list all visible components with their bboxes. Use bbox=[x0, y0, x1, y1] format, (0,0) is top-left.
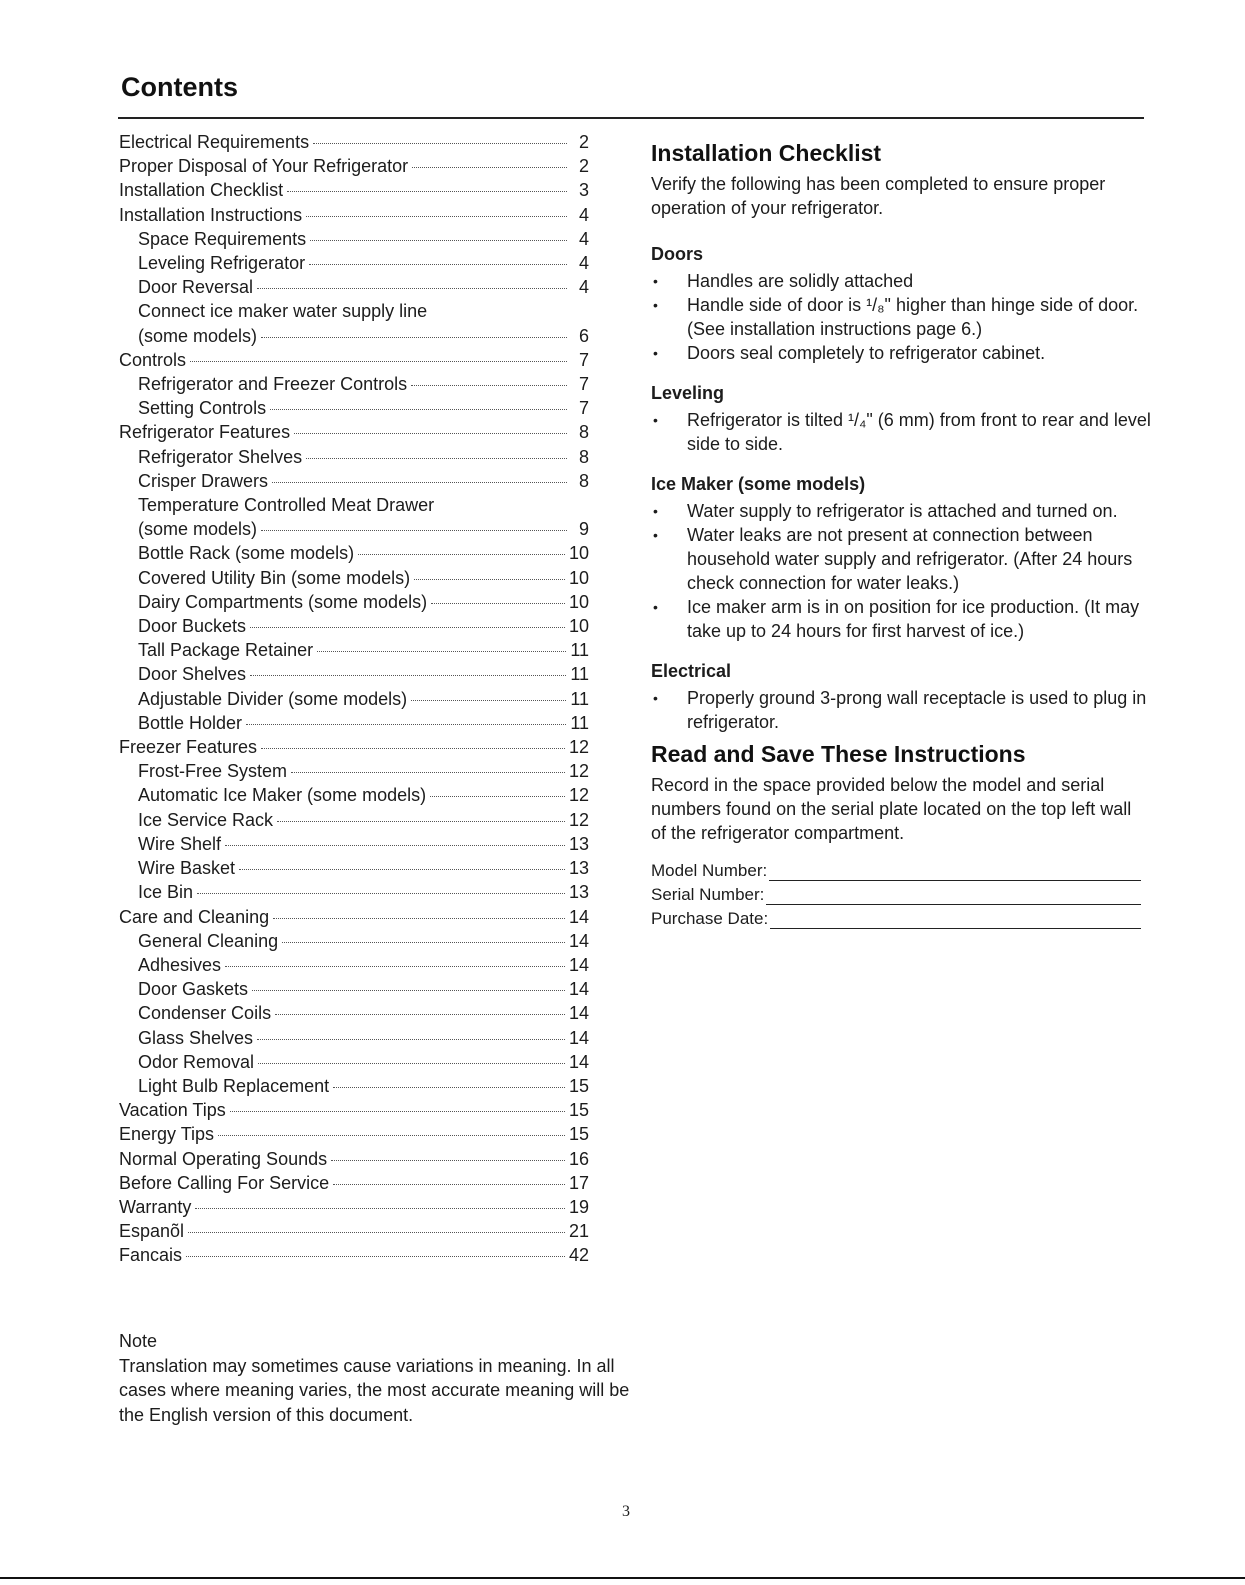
bullet-dot-icon: • bbox=[653, 297, 658, 313]
toc-entry-page: 3 bbox=[578, 180, 589, 201]
toc-entry bbox=[119, 372, 589, 396]
record-field bbox=[651, 905, 1141, 929]
dot-leader bbox=[282, 942, 565, 943]
bullet-dot-icon: • bbox=[653, 503, 658, 519]
toc-entry bbox=[119, 275, 589, 299]
record-fields bbox=[651, 857, 1141, 929]
toc-entry bbox=[119, 880, 589, 904]
dot-leader bbox=[412, 167, 567, 168]
toc-entry-page: 14 bbox=[568, 954, 589, 975]
bullet-dot-icon: • bbox=[653, 690, 658, 706]
toc-entry-label: Door Reversal bbox=[138, 277, 254, 298]
checklist-intro: Verify the following has been completed to ensure proper operation of your refrigerator. bbox=[651, 174, 1106, 218]
toc-entry-page: 13 bbox=[568, 858, 589, 879]
dot-leader bbox=[414, 579, 565, 580]
dot-leader bbox=[261, 748, 565, 749]
toc-entry-label: General Cleaning bbox=[138, 930, 279, 951]
toc-entry-page: 11 bbox=[570, 640, 589, 661]
checklist-section-heading: Ice Maker (some models) bbox=[651, 474, 866, 494]
dot-leader bbox=[275, 1014, 565, 1015]
toc-entry-label: Door Gaskets bbox=[138, 979, 249, 1000]
toc-entry-label: Installation Instructions bbox=[119, 204, 303, 225]
table-of-contents bbox=[119, 130, 589, 1268]
dot-leader bbox=[261, 530, 567, 531]
toc-entry-page: 14 bbox=[568, 1003, 589, 1024]
checklist-item bbox=[651, 341, 1151, 365]
dot-leader bbox=[261, 337, 567, 338]
checklist-item-text: Refrigerator is tilted ¹/₄" (6 mm) from front to rear and level side to side. bbox=[687, 410, 1151, 454]
toc-entry-page: 7 bbox=[578, 398, 589, 419]
dot-leader bbox=[291, 772, 565, 773]
toc-entry bbox=[119, 493, 589, 517]
toc-entry-label: Covered Utility Bin (some models) bbox=[138, 567, 411, 588]
toc-entry bbox=[119, 324, 589, 348]
record-field bbox=[651, 881, 1141, 905]
toc-entry bbox=[119, 614, 589, 638]
translation-note bbox=[119, 1329, 639, 1427]
toc-entry-page: 16 bbox=[568, 1148, 589, 1169]
toc-entry-label: Proper Disposal of Your Refrigerator bbox=[119, 156, 409, 177]
dot-leader bbox=[358, 554, 565, 555]
checklist-section-heading: Leveling bbox=[651, 383, 725, 403]
toc-entry bbox=[119, 1171, 589, 1195]
dot-leader bbox=[188, 1232, 565, 1233]
dot-leader bbox=[294, 433, 567, 434]
checklist-sections bbox=[651, 242, 1151, 734]
toc-entry bbox=[119, 1243, 589, 1267]
toc-entry-label: Condenser Coils bbox=[138, 1003, 272, 1024]
toc-entry bbox=[119, 590, 589, 614]
toc-entry-label: (some models) bbox=[138, 325, 258, 346]
toc-entry-label: Care and Cleaning bbox=[119, 906, 270, 927]
toc-entry-page: 8 bbox=[578, 470, 589, 491]
toc-entry-label: Adjustable Divider (some models) bbox=[138, 688, 408, 709]
toc-entry-label: Connect ice maker water supply line bbox=[138, 301, 428, 322]
dot-leader bbox=[270, 409, 567, 410]
toc-entry-label: Installation Checklist bbox=[119, 180, 284, 201]
toc-entry-page: 13 bbox=[568, 833, 589, 854]
toc-entry-page: 15 bbox=[568, 1075, 589, 1096]
toc-entry bbox=[119, 929, 589, 953]
dot-leader bbox=[230, 1111, 565, 1112]
dot-leader bbox=[257, 1039, 565, 1040]
note-body: Translation may sometimes cause variations in meaning. In all cases where meaning varies, the most accurate meaning will be the English version of this document. bbox=[119, 1355, 630, 1425]
dot-leader bbox=[273, 918, 565, 919]
toc-entry-label: Odor Removal bbox=[138, 1051, 255, 1072]
toc-entry bbox=[119, 178, 589, 202]
note-heading: Note bbox=[119, 1331, 158, 1351]
toc-entry-label: Ice Service Rack bbox=[138, 809, 274, 830]
toc-entry bbox=[119, 541, 589, 565]
toc-entry-page: 12 bbox=[568, 809, 589, 830]
toc-entry bbox=[119, 832, 589, 856]
record-field-label: Model Number: bbox=[651, 861, 768, 880]
toc-entry bbox=[119, 1122, 589, 1146]
toc-entry-label: Controls bbox=[119, 349, 187, 370]
read-save-heading: Read and Save These Instructions bbox=[651, 741, 1026, 767]
toc-entry-label: Tall Package Retainer bbox=[138, 640, 314, 661]
toc-entry bbox=[119, 1147, 589, 1171]
toc-entry bbox=[119, 420, 589, 444]
toc-entry-label: Setting Controls bbox=[138, 398, 267, 419]
toc-entry-label: Fancais bbox=[119, 1245, 183, 1266]
checklist-items bbox=[651, 408, 1151, 456]
toc-entry-label: Dairy Compartments (some models) bbox=[138, 591, 428, 612]
checklist-item-text: Handles are solidly attached bbox=[687, 271, 914, 291]
dot-leader bbox=[257, 288, 567, 289]
toc-entry-label: Wire Shelf bbox=[138, 833, 222, 854]
toc-entry-page: 11 bbox=[570, 712, 589, 733]
dot-leader bbox=[309, 264, 567, 265]
dot-leader bbox=[333, 1184, 565, 1185]
toc-entry bbox=[119, 469, 589, 493]
toc-entry-label: Electrical Requirements bbox=[119, 132, 310, 152]
dot-leader bbox=[333, 1087, 565, 1088]
toc-entry bbox=[119, 1050, 589, 1074]
toc-entry-page: 8 bbox=[578, 422, 589, 443]
dot-leader bbox=[190, 361, 567, 362]
dot-leader bbox=[225, 845, 565, 846]
toc-entry-label: Bottle Rack (some models) bbox=[138, 543, 355, 564]
dot-leader bbox=[195, 1208, 565, 1209]
toc-entry bbox=[119, 977, 589, 1001]
toc-entry bbox=[119, 1001, 589, 1025]
toc-entry bbox=[119, 1026, 589, 1050]
dot-leader bbox=[411, 700, 566, 701]
toc-entry bbox=[119, 566, 589, 590]
toc-entry-label: Freezer Features bbox=[119, 737, 258, 758]
toc-entry-page: 7 bbox=[578, 374, 589, 395]
installation-checklist bbox=[651, 140, 1151, 750]
toc-entry bbox=[119, 759, 589, 783]
toc-entry bbox=[119, 662, 589, 686]
toc-entry bbox=[119, 348, 589, 372]
checklist-item bbox=[651, 523, 1151, 595]
toc-entry-page: 14 bbox=[568, 1027, 589, 1048]
dot-leader bbox=[197, 893, 565, 894]
toc-entry-label: Ice Bin bbox=[138, 882, 194, 903]
toc-entry-page: 12 bbox=[568, 737, 589, 758]
toc-entry-page: 14 bbox=[568, 906, 589, 927]
toc-entry-label: Temperature Controlled Meat Drawer bbox=[138, 495, 435, 516]
toc-entry bbox=[119, 227, 589, 251]
checklist-heading: Installation Checklist bbox=[651, 140, 882, 166]
checklist-item bbox=[651, 686, 1151, 734]
toc-entry-page: 2 bbox=[578, 156, 589, 177]
dot-leader bbox=[258, 1063, 565, 1064]
toc-entry bbox=[119, 905, 589, 929]
toc-entry-page: 14 bbox=[568, 1051, 589, 1072]
toc-entry-page: 42 bbox=[568, 1245, 589, 1266]
toc-entry bbox=[119, 856, 589, 880]
bullet-dot-icon: • bbox=[653, 599, 658, 615]
bullet-dot-icon: • bbox=[653, 412, 658, 428]
toc-entry bbox=[119, 638, 589, 662]
dot-leader bbox=[250, 627, 565, 628]
toc-entry-label: Door Buckets bbox=[138, 616, 247, 637]
footer-rule bbox=[0, 1577, 1245, 1579]
toc-entry-page: 13 bbox=[568, 882, 589, 903]
toc-entry-label: Automatic Ice Maker (some models) bbox=[138, 785, 427, 806]
toc-entry-label: Refrigerator Features bbox=[119, 422, 291, 443]
toc-entry-page: 19 bbox=[568, 1196, 589, 1217]
dot-leader bbox=[310, 240, 567, 241]
toc-entry-page: 4 bbox=[578, 228, 589, 249]
toc-entry-label: Bottle Holder bbox=[138, 712, 243, 733]
toc-entry-label: Glass Shelves bbox=[138, 1027, 254, 1048]
record-field-label: Serial Number: bbox=[651, 885, 765, 904]
record-field-label: Purchase Date: bbox=[651, 909, 769, 928]
toc-entry-page: 4 bbox=[578, 204, 589, 225]
record-field-blank-line bbox=[769, 862, 1141, 881]
toc-entry-page: 10 bbox=[568, 616, 589, 637]
checklist-item-text: Handle side of door is ¹/₈" higher than hinge side of door. (See installation instructions page 6.) bbox=[687, 295, 1139, 339]
page-number: 3 bbox=[622, 1503, 630, 1520]
toc-entry bbox=[119, 517, 589, 541]
checklist-item bbox=[651, 595, 1151, 643]
dot-leader bbox=[313, 143, 567, 144]
checklist-item bbox=[651, 293, 1151, 341]
toc-entry-page: 21 bbox=[568, 1221, 589, 1242]
toc-entry bbox=[119, 251, 589, 275]
toc-entry bbox=[119, 299, 589, 323]
toc-entry-label: Before Calling For Service bbox=[119, 1172, 330, 1193]
dot-leader bbox=[246, 724, 566, 725]
toc-entry bbox=[119, 953, 589, 977]
toc-entry bbox=[119, 1074, 589, 1098]
toc-entry-label: Espanõl bbox=[119, 1221, 185, 1242]
record-field-blank-line bbox=[770, 910, 1141, 929]
toc-entry-page: 15 bbox=[568, 1100, 589, 1121]
checklist-item-text: Water supply to refrigerator is attached and turned on. bbox=[687, 501, 1118, 521]
dot-leader bbox=[411, 385, 567, 386]
dot-leader bbox=[272, 482, 567, 483]
toc-entry-label: Warranty bbox=[119, 1196, 192, 1217]
dot-leader bbox=[287, 191, 567, 192]
checklist-item bbox=[651, 499, 1151, 523]
checklist-item-text: Ice maker arm is in on position for ice production. (It may take up to 24 hours for first harvest of ice.) bbox=[687, 597, 1140, 641]
toc-entry-label: Vacation Tips bbox=[119, 1100, 226, 1121]
dot-leader bbox=[431, 603, 565, 604]
toc-entry-label: Refrigerator and Freezer Controls bbox=[138, 374, 408, 395]
checklist-item-text: Water leaks are not present at connection between household water supply and refrigerator. (After 24 hours check connection for water leaks.) bbox=[687, 525, 1133, 593]
toc-entry-page: 11 bbox=[570, 664, 589, 685]
read-save-body: Record in the space provided below the model and serial numbers found on the serial plate located on the top left wall of the refrigerator compartment. bbox=[651, 775, 1132, 843]
toc-entry-page: 14 bbox=[568, 979, 589, 1000]
toc-entry-label: Energy Tips bbox=[119, 1124, 215, 1145]
checklist-items bbox=[651, 269, 1151, 365]
bullet-dot-icon: • bbox=[653, 527, 658, 543]
dot-leader bbox=[218, 1135, 565, 1136]
toc-entry-label: Leveling Refrigerator bbox=[138, 253, 306, 274]
toc-entry bbox=[119, 1195, 589, 1219]
checklist-items bbox=[651, 686, 1151, 734]
toc-entry-page: 7 bbox=[578, 349, 589, 370]
toc-entry bbox=[119, 154, 589, 178]
toc-entry-page: 10 bbox=[568, 591, 589, 612]
toc-entry bbox=[119, 1219, 589, 1243]
dot-leader bbox=[306, 216, 567, 217]
dot-leader bbox=[306, 458, 567, 459]
checklist-item-text: Properly ground 3-prong wall receptacle is used to plug in refrigerator. bbox=[687, 688, 1147, 732]
record-field bbox=[651, 857, 1141, 881]
page-title: Contents bbox=[121, 72, 238, 102]
title-divider bbox=[118, 117, 1144, 119]
toc-entry-page: 10 bbox=[568, 567, 589, 588]
toc-entry bbox=[119, 445, 589, 469]
dot-leader bbox=[331, 1160, 565, 1161]
toc-entry-label: Space Requirements bbox=[138, 228, 307, 249]
checklist-item bbox=[651, 269, 1151, 293]
checklist-item-text: Doors seal completely to refrigerator cabinet. bbox=[687, 343, 1046, 363]
toc-entry-page: 17 bbox=[568, 1172, 589, 1193]
toc-entry-label: Light Bulb Replacement bbox=[138, 1075, 330, 1096]
toc-entry-label: Wire Basket bbox=[138, 858, 236, 879]
toc-entry-label: Frost-Free System bbox=[138, 761, 288, 782]
toc-entry-label: Refrigerator Shelves bbox=[138, 446, 303, 467]
dot-leader bbox=[250, 675, 566, 676]
dot-leader bbox=[277, 821, 565, 822]
toc-entry-page: 15 bbox=[568, 1124, 589, 1145]
toc-entry-page: 9 bbox=[578, 519, 589, 540]
checklist-section-heading: Electrical bbox=[651, 661, 732, 681]
bullet-dot-icon: • bbox=[653, 345, 658, 361]
toc-entry-page: 4 bbox=[578, 277, 589, 298]
toc-entry-label: Adhesives bbox=[138, 954, 222, 975]
dot-leader bbox=[252, 990, 565, 991]
read-and-save-section bbox=[651, 741, 1141, 929]
bullet-dot-icon: • bbox=[653, 273, 658, 289]
checklist-section-heading: Doors bbox=[651, 244, 704, 264]
toc-entry bbox=[119, 130, 589, 154]
dot-leader bbox=[239, 869, 565, 870]
toc-entry bbox=[119, 783, 589, 807]
toc-entry-page: 12 bbox=[568, 761, 589, 782]
dot-leader bbox=[430, 796, 565, 797]
dot-leader bbox=[186, 1256, 565, 1257]
toc-entry bbox=[119, 735, 589, 759]
toc-entry-page: 12 bbox=[568, 785, 589, 806]
toc-entry bbox=[119, 808, 589, 832]
dot-leader bbox=[317, 651, 566, 652]
toc-entry-page: 4 bbox=[578, 253, 589, 274]
record-field-blank-line bbox=[766, 886, 1141, 905]
toc-entry-page: 6 bbox=[578, 325, 589, 346]
toc-entry-page: 10 bbox=[568, 543, 589, 564]
toc-entry-page: 2 bbox=[578, 132, 589, 152]
toc-entry-page: 14 bbox=[568, 930, 589, 951]
toc-entry-label: Door Shelves bbox=[138, 664, 247, 685]
checklist-item bbox=[651, 408, 1151, 456]
toc-entry bbox=[119, 203, 589, 227]
toc-entry-page: 8 bbox=[578, 446, 589, 467]
dot-leader bbox=[225, 966, 565, 967]
toc-entry bbox=[119, 687, 589, 711]
toc-entry bbox=[119, 711, 589, 735]
toc-entry-page: 11 bbox=[570, 688, 589, 709]
toc-entry-label: Normal Operating Sounds bbox=[119, 1148, 328, 1169]
toc-entry bbox=[119, 1098, 589, 1122]
toc-entry-label: (some models) bbox=[138, 519, 258, 540]
checklist-items bbox=[651, 499, 1151, 643]
toc-entry-label: Crisper Drawers bbox=[138, 470, 269, 491]
toc-entry bbox=[119, 396, 589, 420]
